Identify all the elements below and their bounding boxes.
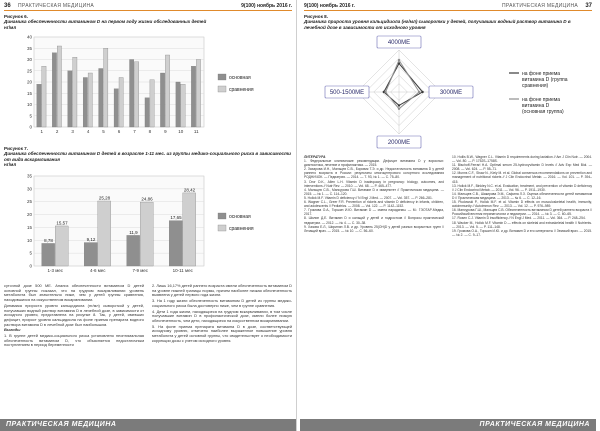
y-tick-label: 30 (26, 186, 32, 192)
bar (73, 57, 77, 127)
paragraph: суточной дозе 500 МЕ. Анализ обеспеченности витамином D детей основной группы показал, что на грудном вскармливании уровень метаболита был значительно ниже, чем у детей группы сравнения, находившихся на искусственном вскармливании. (4, 283, 144, 303)
figure-7-caption (4, 146, 292, 168)
bar (119, 78, 123, 128)
y-tick-label: 10 (26, 102, 32, 107)
bar (52, 53, 56, 127)
bar (176, 82, 180, 127)
y-tick-label: 5 (29, 113, 32, 119)
bar (150, 80, 154, 127)
radar-point (398, 108, 400, 110)
bar (88, 73, 92, 127)
bar (37, 84, 41, 127)
reference-item: 9. Хазова Е.Л., Ширинян Л.В. и др. Уровень 25(OH)D у детей разных возрастных групп // Лечащий врач. — 2015. — № 10. — С. 56–60. (304, 224, 444, 233)
left-column-2 (152, 284, 292, 344)
reference-item: 1. Федеральные клинические рекомендации. Дефицит витамина D у взрослых: диагностика, лечение и профилактика. — 2015. (304, 159, 444, 168)
y-tick-label: 25 (26, 199, 32, 205)
bar (140, 202, 153, 266)
legend-label: на фоне приема (522, 97, 561, 103)
right-page-footer (300, 419, 596, 431)
paragraph: 2. Лишь 16,17% детей раннего возраста имели обеспеченность витамином D на уровне нижней границы нормы, причем наиболее низкая обеспеченность выявлена у детей первого года жизни. (152, 283, 292, 298)
radar-point (421, 91, 423, 93)
bar (68, 71, 72, 127)
reference-item: 17. Rosen C.J. Vitamin D insufficiency // N Engl J Med. — 2011. — Vol. 364. — P. 248–254. (452, 216, 586, 221)
right-page (300, 0, 596, 431)
data-label: 8,78 (44, 237, 53, 243)
figure-8-label: Рисунок 8. (304, 14, 328, 19)
bar (169, 221, 182, 266)
reference-item: 13. Holick M.F., Binkley N.C. et al. Evaluation, treatment, and prevention of vitamin D deficiency // J Clin Endocrinol Metab. — 2011. — Vol. 96. — P. 1911–1930. (452, 183, 592, 192)
x-tick-label: 4 (86, 129, 90, 134)
right-page-header (304, 2, 592, 11)
axis-label: 4000МЕ (387, 40, 411, 46)
x-tick-label: 4-6 мес (89, 268, 106, 273)
axis-label: 2000МЕ (387, 140, 411, 146)
y-tick-label: 20 (26, 212, 32, 218)
bar (104, 48, 108, 127)
radar-point (384, 91, 386, 93)
legend-swatch (218, 86, 226, 92)
bar (57, 46, 61, 127)
reference-item: 5. Holick M.F. Vitamin D deficiency // N Engl J Med. — 2007. — Vol. 357. — P. 266–281. (304, 195, 433, 200)
x-tick-label: 11 (193, 129, 199, 134)
bar (181, 84, 185, 127)
x-tick-label: 10-11 мес (172, 268, 193, 273)
y-tick-label: 15 (26, 90, 32, 96)
bar (114, 89, 118, 127)
journal-title: ПРАКТИЧЕСКАЯ МЕДИЦИНА (501, 3, 578, 9)
figure-8-radar-chart (304, 33, 592, 151)
data-label: 28,42 (183, 187, 196, 193)
axis-label: 3000МЕ (439, 90, 463, 96)
bar (183, 193, 196, 266)
figure-6-caption (4, 14, 292, 30)
figure-7-title: Динамика обеспеченности витамином D детей в возрасте 1-11 мес. из группы медико-социального риска в зависимости от вида вскармливания (4, 151, 291, 162)
journal-title: ПРАКТИЧЕСКАЯ МЕДИЦИНА (18, 3, 95, 9)
figure-8-title: Динамика прироста уровня кальцидиола (нг/мл) сыворотки у детей, получавших водный раствор витамина D в лечебной дозе в зависимости от исходного уровня (304, 19, 571, 30)
x-tick-label: 7-9 мес (132, 268, 149, 273)
radar-point (398, 104, 400, 106)
legend-swatch (218, 213, 226, 219)
reference-item: 7. Громова О.А., Торшин И.Ю. Витамин D — смена парадигмы. — М.: ГЭОТАР-Медиа, 2017. (304, 208, 444, 217)
bar (196, 60, 200, 128)
y-tick-label: 10 (26, 237, 32, 243)
x-tick-label: 2 (55, 129, 59, 134)
reference-item: 14. Мальцев С.В., Шакирова Э.М., Сафина Л.З. Оценка обеспеченности детей витамином D // Практическая медицина. — 2013. — № 6. — С. 12–16. (452, 191, 592, 200)
bar (160, 73, 164, 127)
x-tick-label: 3 (71, 129, 74, 134)
bar (145, 98, 149, 127)
figure-7-label: Рисунок 7. (4, 146, 28, 151)
x-tick-label: 1-3 мес (47, 268, 64, 273)
references-column-1 (304, 155, 444, 233)
conclusions-heading: Выводы (4, 327, 21, 333)
y-tick-label: 35 (26, 45, 32, 51)
reference-item: 3. Dror D.K., Allen L.H. Vitamin D inadequacy in pregnancy: biology, outcomes, and interventions // Nutr Rev. — 2010. — Vol. 68. — P. 465–477. (304, 179, 444, 188)
legend-label: основная (229, 75, 251, 81)
y-tick-label: 0 (29, 263, 32, 269)
page-number: 37 (585, 3, 592, 9)
radar-point (398, 59, 400, 61)
data-label: 25,28 (98, 195, 111, 201)
footer-brand: ПРАКТИЧЕСКАЯ МЕДИЦИНА (6, 421, 117, 428)
figure-6-bar-chart (4, 31, 292, 143)
reference-item: 2. Захарова И.Н., Мальцев С.В., Боровик Т.Э. и др. Недостаточность витамина D у детей раннего возраста в России: результаты многоцентрового когортного исследования РОДНИЧОК. — Педиатрия. — 2014. — Т. 93, № 1. — С. 75–80. (304, 167, 444, 180)
bar (83, 78, 87, 128)
reference-item: 19. Громова О.А., Торшин И.Ю. и др. Витамин D и его синергисты // Земский врач. — 2015. — № 2. — С. 9–17. (452, 228, 592, 237)
data-label: 17,65 (170, 215, 182, 221)
legend-label: сравнения) (522, 83, 549, 89)
reference-item: 12. Munns C.F., Shaw N., Kiely M. et al. Global consensus recommendations on prevention and management of nutritional rickets // J Clin Endocrinol Metab. — 2016. — Vol. 101. — P. 394–415. (452, 171, 592, 184)
footer-brand: ПРАКТИЧЕСКАЯ МЕДИЦИНА (479, 421, 590, 428)
x-tick-label: 6 (117, 129, 121, 134)
legend-label: витамина D (группа (522, 77, 568, 83)
figure-6-title: Динамика обеспеченности витамином D на первом году жизни обследованных детей (4, 19, 207, 25)
reference-item: 4. Мальцев С.В., Мансурова Г.Ш. Витамин D и иммунитет // Практическая медицина. — 2015. — № 1. — С. 114–120. (304, 187, 444, 196)
y-tick-label: 20 (26, 79, 32, 85)
bar (134, 62, 138, 127)
bar (42, 66, 46, 127)
reference-item: 16. Мансурова Г.Ш., Мальцев С.В. Обеспеченность витамином D детей раннего возраста // Российский вестник перинатологии и педиатрии. — 2014. — № 3. — С. 60–65. (452, 208, 592, 217)
issue-label: 9(100) ноябрь 2016 г. (241, 3, 292, 9)
axis-label: 500-1500МЕ (329, 90, 365, 96)
x-tick-label: 5 (102, 129, 105, 134)
data-label: 24,86 (141, 196, 153, 202)
reference-item: 15. Pludowski P., Holick M.F. et al. Vitamin D effects on musculoskeletal health, immunity, autoimmunity // Autoimmun Rev. — 2013. — Vol. 12. — P. 976–989. (452, 200, 592, 209)
bar (42, 243, 55, 266)
y-tick-label: 25 (26, 68, 32, 74)
x-tick-label: 7 (133, 129, 136, 134)
y-tick-label: 15 (26, 224, 32, 230)
figure-6-unit: нг/мл (4, 24, 17, 30)
y-tick-label: 30 (26, 57, 32, 62)
bar (165, 55, 169, 127)
figure-8-caption (304, 14, 592, 30)
bar (127, 235, 140, 266)
bar (99, 69, 103, 128)
left-page-footer (0, 419, 296, 431)
paragraph: 3. На 1 году жизни обеспеченность витамином D детей из группы медико-социального риска была достоверно ниже, чем в группе сравнения. (152, 298, 292, 308)
legend-label: основная (229, 214, 251, 220)
figure-7-unit: нг/мл (4, 162, 17, 168)
reference-item: 6. Wagner C.L., Greer F.R. Prevention of rickets and vitamin D deficiency in infants, children, and adolescents // Pediatrics. — 2008. — Vol. 122. — P. 1142–1152. (304, 200, 444, 209)
references-heading: ЛИТЕРАТУРА (304, 155, 326, 159)
data-label: 11,9 (129, 229, 138, 235)
legend-label: сравнения (229, 87, 254, 93)
y-tick-label: 35 (26, 173, 32, 179)
reference-item: 8. Шилин Д.Е. Витамин D и кальций у детей и подростков // Вопросы практической педиатрии. — 2012. — № 4. — С. 30–38. (304, 216, 444, 225)
page-number: 36 (4, 3, 11, 9)
legend-label: сравнения (229, 226, 254, 232)
left-page-header (4, 2, 292, 11)
paragraph: Динамика прироста уровня кальцидиола (нг/мл) сывороткой у детей, получавших водный раствор витамина D в лечебной дозе, в зависимости от исходного уровня, представлена на рисунке 8. Так, у детей, имевших дефицит, прирост уровня кальцидиола на фоне приема препарата водного раствора витамина D в лечебной дозе был наибольшим. (4, 302, 144, 327)
legend-label: на фоне приема (522, 71, 561, 77)
figure-6-label: Рисунок 6. (4, 14, 28, 19)
legend-label: витамина D (522, 103, 550, 109)
bar (130, 60, 134, 128)
reference-item: 10. Hollis B.W., Wagner C.L. Vitamin D requirements during lactation // Am J Clin Nutr. — 2004. — Vol. 80. — P. 1752S–1758S. (452, 155, 592, 164)
bar (98, 201, 111, 266)
x-tick-label: 9 (164, 129, 167, 134)
legend-label: (основная группа) (522, 109, 564, 115)
y-tick-label: 0 (29, 124, 32, 130)
bar (84, 243, 97, 266)
bar (191, 66, 195, 127)
radar-point (418, 91, 420, 93)
figure-7-bar-chart (4, 170, 292, 280)
data-label: 15,57 (56, 220, 68, 226)
reference-item: 18. Wacker M., Holick M.F. Vitamin D — effects on skeletal and extraskeletal health // Nutrients. — 2013. — Vol. 5. — P. 111–148. (452, 220, 592, 229)
x-tick-label: 1 (40, 129, 43, 134)
y-tick-label: 5 (29, 250, 32, 256)
legend-swatch (218, 225, 226, 231)
legend-swatch (218, 74, 226, 80)
x-tick-label: 8 (148, 129, 152, 134)
references-column-2 (452, 155, 592, 237)
bar (55, 226, 68, 266)
left-page (0, 0, 297, 431)
reference-item: 11. Bischoff-Ferrari H.A. Optimal serum 25-hydroxyvitamin D levels // Adv Exp Med Biol. — 2008. — Vol. 624. — P. 55–71. (452, 163, 592, 172)
data-label: 9,12 (86, 237, 96, 243)
paragraph: 5. На фоне приема препарата витамина D в дозе, соответствующей исходному уровню, отмечено наиболее выраженное повышение уровня метаболита у детей основной группы, что свидетельствует о необходимости коррекции дозы с учетом исходного уровня. (152, 323, 292, 343)
issue-label: 9(100) ноябрь 2016 г. (304, 3, 355, 9)
y-tick-label: 40 (26, 34, 32, 40)
x-tick-label: 10 (178, 129, 184, 134)
paragraph: 4. Дети 1 года жизни, находящиеся на грудном вскармливании, в том числе получавшие витамин D в профилактической дозе, имели более низкую обеспеченность, чем дети, находящиеся на искусственном вскармливании. (152, 308, 292, 323)
paragraph: 1. В группе детей медико-социального риска установлено неоптимальная обеспеченность витамином D, что объясняется недостаточным поступлением в период беременности (4, 333, 144, 348)
left-column-1 (4, 284, 144, 349)
